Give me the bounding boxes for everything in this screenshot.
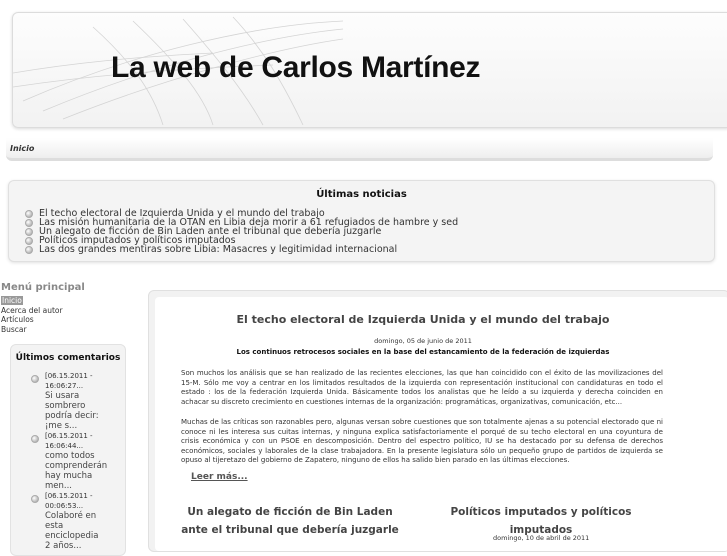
site-header	[12, 12, 727, 128]
bullet-icon	[31, 495, 39, 503]
menu-item-about[interactable]: Acerca del autor	[1, 305, 63, 315]
comment-text[interactable]: Si usara sombrero podría decir: ¡me s...	[45, 391, 99, 431]
article-paragraph: Son muchos los análisis que se han realizado de las recientes elecciones, las que han coincidido con el éxito de las movilizaciones del 15-M. Sólo me voy a centrar en los limitados resultados de la izquierda con representación institucional con candidaturas en todo el estado : los de la federación Izquierda Unida. Básicamente todos los analistas que he leído a su izquierda y derecha coinciden en achacar su discreto crecimiento en cuestiones internas de la organización: programáticas, organizativas, comunicación, etc...	[181, 369, 663, 406]
comment-item[interactable]	[45, 371, 105, 431]
comment-item[interactable]	[45, 431, 108, 491]
comment-item[interactable]	[45, 491, 105, 551]
latest-news-box	[8, 180, 715, 262]
news-item[interactable]: El techo electoral de Izquierda Unida y el mundo del trabajo	[17, 209, 714, 218]
bullet-icon	[25, 219, 33, 227]
article-card-title[interactable]: Un alegato de ficción de Bin Laden ante el tribunal que debería juzgarle	[181, 506, 399, 536]
bullet-icon	[25, 237, 33, 245]
bullet-icon	[25, 228, 33, 236]
article-subtitle: Los continuos retrocesos sociales en la base del estancamiento de la federación de izquierdas	[236, 348, 610, 356]
article-panel	[155, 297, 727, 551]
news-item[interactable]: Las misión humanitaria de la OTAN en Libia deja morir a 61 refugiados de hambre y sed	[17, 218, 714, 227]
nav-home-link[interactable]: Inicio	[10, 144, 35, 153]
article-card-title[interactable]: Políticos imputados y políticos imputados	[450, 506, 632, 536]
comment-date: [06.15.2011 - 16:06:27...	[45, 372, 93, 390]
main-menu	[1, 296, 63, 334]
site-title[interactable]: La web de Carlos Martínez	[111, 51, 481, 84]
latest-comments-box	[10, 344, 126, 556]
menu-item-articles[interactable]: Artículos	[1, 315, 34, 324]
article-card-date: domingo, 10 de abril de 2011	[493, 534, 590, 542]
latest-news-title: Últimas noticias	[316, 189, 407, 200]
bullet-icon	[31, 375, 39, 383]
latest-comments-title: Últimos comentarios	[15, 353, 121, 363]
comment-text[interactable]: como todos comprenderán hay mucha men...	[45, 451, 108, 491]
news-item[interactable]: Políticos imputados y políticos imputados	[17, 236, 714, 245]
main-content	[148, 290, 727, 552]
menu-item-search[interactable]: Buscar	[1, 324, 27, 334]
news-item[interactable]: Un alegato de ficción de Bin Laden ante el tribunal que debería juzgarle	[17, 227, 714, 236]
bullet-icon	[25, 210, 33, 218]
top-navbar	[6, 138, 713, 161]
comment-date: [06.15.2011 - 00:06:53...	[45, 492, 93, 510]
read-more-link[interactable]: Leer más...	[191, 472, 248, 482]
comment-text[interactable]: Colaboré en esta enciclopedia 2 años...	[45, 511, 99, 551]
article-date: domingo, 05 de junio de 2011	[374, 337, 472, 345]
article-paragraph: Muchas de las críticas son razonables pero, algunas versan sobre cuestiones que son totalmente ajenas a su potencial electorado que ni conoce ni les interesa sus cuitas internas, y ninguna explica satisfactoriamente el porqué de su techo electoral en una coyuntura de crisis económica y con un PSOE en descomposición. Dentro del espectro político, IU se ha destacado por su defensa de derechos económicos, sociales y laborales de la clase trabajadora. En la presente legislatura sólo un pequeño grupo de partidos de izquierda se opuso al tijeretazo del gobierno de Zapatero, ninguno de ellos ha salido bien parado en las últimas elecciones.	[181, 418, 663, 464]
bullet-icon	[25, 246, 33, 254]
latest-news-list	[9, 203, 714, 254]
article-title[interactable]: El techo electoral de Izquierda Unida y el mundo del trabajo	[236, 313, 610, 326]
bullet-icon	[31, 435, 39, 443]
comment-date: [06.15.2011 - 16:06:44...	[45, 432, 93, 450]
menu-item-home[interactable]: Inicio	[2, 296, 22, 305]
news-item[interactable]: Las dos grandes mentiras sobre Libia: Masacres y legitimidad internacional	[17, 245, 714, 254]
main-menu-title: Menú principal	[1, 282, 85, 293]
